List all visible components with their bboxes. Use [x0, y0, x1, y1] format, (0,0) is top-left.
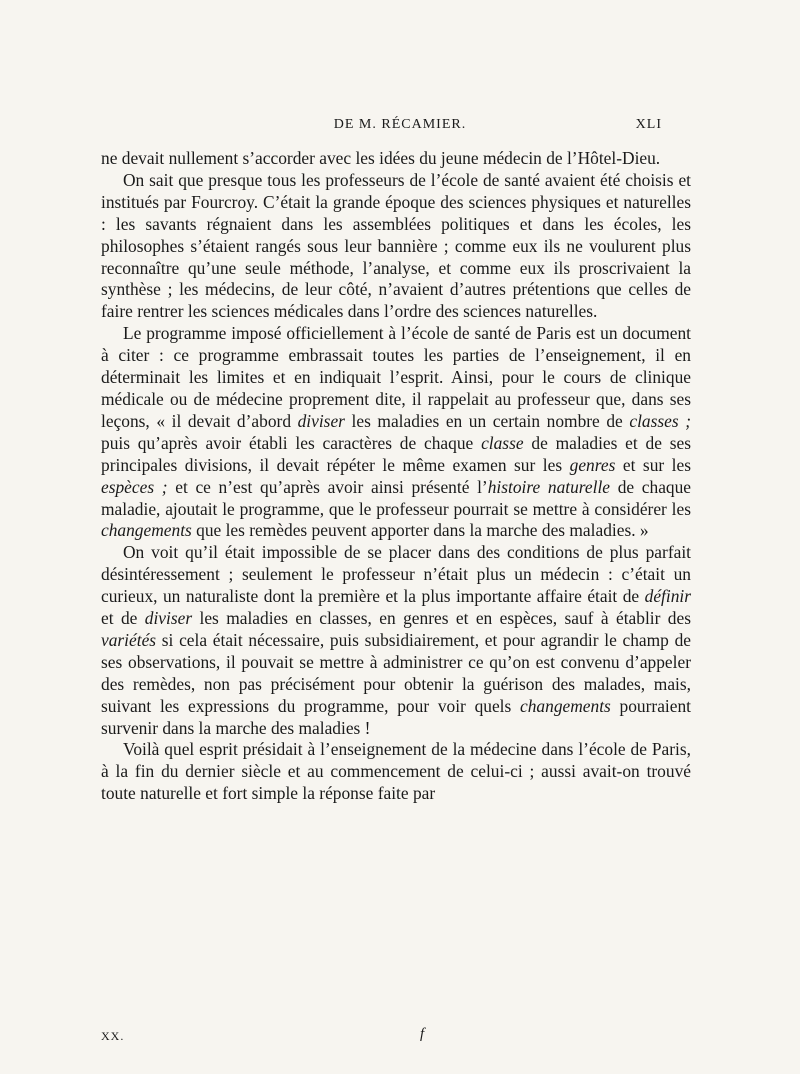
running-title: DE M. RÉCAMIER. [333, 117, 467, 132]
text-run: On voit qu’il était impossible de se placer dans des conditions de plus parfait désintéressement ; seulement le professeur n’était plus un médecin : c’était un curieux, un naturaliste dont la première et la plus importante affaire était de [101, 542, 691, 607]
text-run: si cela était nécessaire, puis subsidiairement, et pour agrandir le champ de ses observations, il pouvait se mettre à administrer ce qu’on est convenu d’appeler des remèdes, non pas précisément pour obtenir la guérison des malades, mais, suivant les expressions du programme, pour voir quels [101, 629, 691, 716]
text-run: et de [101, 608, 145, 629]
signature-volume: XX. [101, 1029, 125, 1043]
italic-term: classe [481, 432, 524, 453]
body-text [101, 148, 691, 805]
text-run: que les remèdes peuvent apporter dans la marche des maladies. » [191, 520, 649, 541]
text-run: puis qu’après avoir établi les caractères de chaque [101, 432, 482, 453]
paragraph-3 [101, 323, 691, 542]
italic-term: classes ; [629, 410, 691, 431]
running-head [0, 117, 800, 137]
text-run: les maladies en un certain nombre de [344, 410, 630, 431]
signature-line [101, 1026, 691, 1047]
text-run: de chaque maladie, ajoutait le programme, que le professeur pourrait se mettre à considérer les [101, 476, 692, 519]
italic-term: genres [569, 454, 616, 475]
italic-term: variétés [101, 629, 157, 650]
paragraph-2: On sait que presque tous les professeurs de l’école de santé avaient été choisis et institués par Fourcroy. C’était la grande époque des sciences physiques et naturelles : les savants régnaient dans les assemblées politiques et dans les écoles, les philosophes s’étaient rangés sous leur bannière ; comme eux ils ne voulurent plus reconnaître qu’une seule méthode, l’analyse, et comme eux ils proscrivaient la synthèse ; les médecins, de leur côté, n’avaient d’autres prétentions que celles de faire rentrer les sciences médicales dans l’ordre des sciences naturelles. [101, 169, 691, 322]
italic-term: histoire naturelle [487, 476, 611, 497]
signature-letter: f [420, 1026, 425, 1042]
italic-term: espèces ; [101, 476, 168, 497]
text-run: pourraient survenir dans la marche des maladies ! [101, 695, 692, 738]
text-run: les maladies en classes, en genres et en espèces, sauf à établir des [192, 608, 691, 629]
italic-term: diviser [144, 608, 193, 629]
text-run: et sur les [615, 454, 692, 475]
paragraph-5: Voilà quel esprit présidait à l’enseignement de la médecine dans l’école de Paris, à la fin du dernier siècle et au commencement de celui-ci ; aussi avait-on trouvé toute naturelle et fort simple la réponse faite par [101, 739, 691, 804]
text-run: de maladies et de ses principales divisions, il devait répéter le même examen sur les [101, 432, 691, 475]
italic-term: changements [101, 520, 192, 541]
paragraph-4 [101, 542, 691, 739]
page-number: XLI [635, 117, 662, 132]
italic-term: définir [644, 586, 691, 607]
text-run: et ce n’est qu’après avoir ainsi présenté l’ [167, 476, 488, 497]
italic-term: diviser [297, 410, 345, 431]
paragraph-1: ne devait nullement s’accorder avec les idées du jeune médecin de l’Hôtel-Dieu. [101, 148, 661, 168]
text-run: Le programme imposé officiellement à l’école de santé de Paris est un document à citer : ce programme embrassait toutes les parties de l’enseignement, il en déterminait les limites et en indiquait l’esprit. Ainsi, pour le cours de clinique médicale ou de médecine proprement dite, il rappelait au professeur que, dans ses leçons, « il devait d’abord [101, 323, 691, 431]
italic-term: changements [520, 695, 611, 716]
